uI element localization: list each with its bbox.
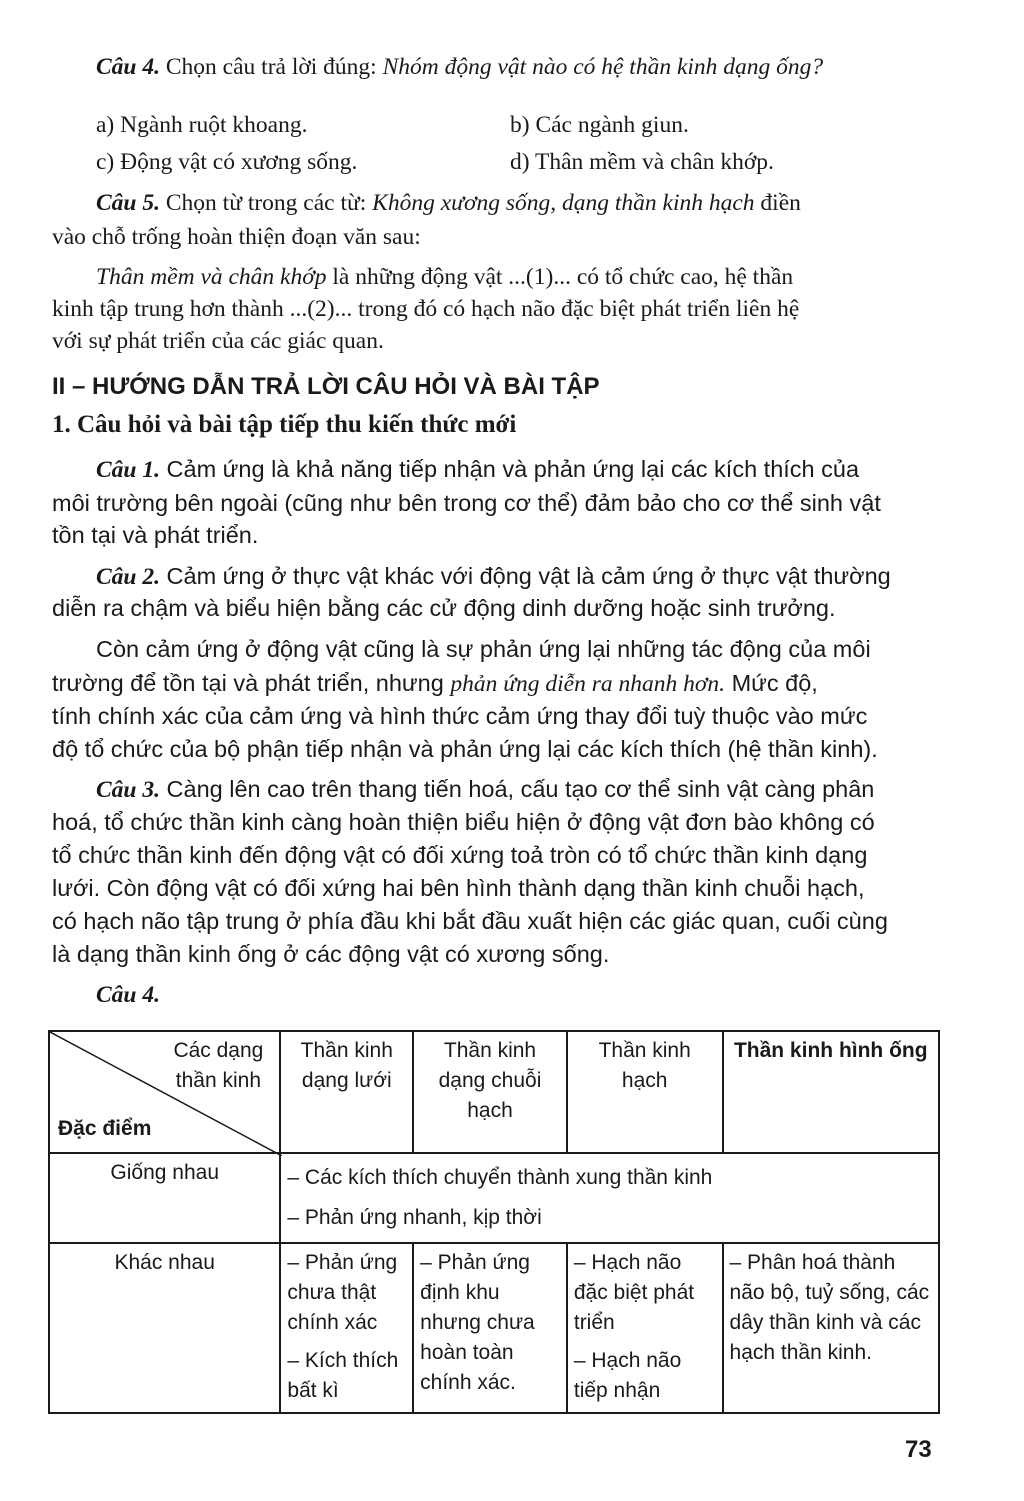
q5-line2: vào chỗ trống hoàn thiện đoạn văn sau: [52,224,421,250]
q5-paragraph-line3: với sự phát triển của các giác quan. [52,328,384,354]
q5-words: Không xương sống, dạng thần kinh hạch [372,190,755,216]
a1-line1 [96,454,859,485]
corner-bottom-label: Đặc điểm [58,1117,152,1140]
a3-line4: lưới. Còn động vật có đối xứng hai bên hình thành dạng thần kinh chuỗi hạch, [52,875,865,901]
difference-item: – Phản ứng định khu nhưng chưa hoàn toàn chính xác. [420,1251,535,1394]
a4-label: Câu 4. [96,982,160,1008]
q4-option-c: c) Động vật có xương sống. [96,149,358,175]
a2-l4i: phản ứng diễn ra nhanh hơn. [450,671,726,697]
corner-top-label: Các dạng thần kinh [173,1039,264,1092]
a3-line2: hoá, tổ chức thần kinh càng hoàn thiện biểu hiện ở động vật đơn bào không có [52,809,875,835]
q5-line1 [96,188,801,218]
q5-text2: điền [760,190,801,216]
q5-paragraph-line1 [96,262,793,292]
a3-line6: là dạng thần kinh ống ở các động vật có xương sống. [52,941,610,967]
difference-item: – Phân hoá thành não bộ, tuỷ sống, các dây thần kinh và các hạch thần kinh. [729,1251,930,1364]
a1-label: Câu 1. [96,457,160,483]
q4-option-b: b) Các ngành giun. [510,112,689,138]
section-heading: II – HƯỚNG DẪN TRẢ LỜI CÂU HỎI VÀ BÀI TẬP [52,373,600,400]
a3-line5: có hạch não tập trung ở phía đầu khi bắt đầu xuất hiện các giác quan, cuối cùng [52,908,888,934]
column-header: Thần kinh dạng lưới [280,1031,413,1153]
a2-line4 [52,668,818,699]
q5-p1: là những động vật ...(1)... có tổ chức cao, hệ thần [332,264,794,290]
a1-line3: tồn tại và phát triển. [52,522,259,548]
table-row-similarities [49,1153,939,1243]
q5-italic: Thân mềm và chân khớp [96,264,327,290]
q5-paragraph-line2: kinh tập trung hơn thành ...(2)... trong đó có hạch não đặc biệt phát triển liên hệ [52,296,800,322]
a1-line2: môi trường bên ngoài (cũng như bên trong cơ thể) đảm bảo cho cơ thể sinh vật [52,490,881,516]
q5-text1: Chọn từ trong các từ: [165,190,367,216]
similarities-cell [280,1153,939,1243]
a3-line1 [96,774,874,805]
a3-l1: Càng lên cao trên thang tiến hoá, cấu tạo cơ thể sinh vật càng phân [166,776,875,802]
difference-item: – Kích thích bất kì [287,1349,399,1402]
column-header: Thần kinh hình ống [723,1031,939,1153]
row-label: Giống nhau [49,1153,280,1243]
a2-l1: Cảm ứng ở thực vật khác với động vật là cảm ứng ở thực vật thường [166,563,891,589]
difference-cell [567,1243,723,1413]
table-corner-cell [49,1031,280,1153]
a2-line5: tính chính xác của cảm ứng và hình thức cảm ứng thay đổi tuỳ thuộc vào mức [52,703,868,729]
difference-cell [280,1243,413,1413]
difference-item: – Hạch não đặc biệt phát triển [573,1251,695,1334]
q4-question: Nhóm động vật nào có hệ thần kinh dạng ống? [382,54,824,80]
table-header-row [49,1031,939,1153]
a2-line3: Còn cảm ứng ở động vật cũng là sự phản ứng lại những tác động của môi [96,636,871,662]
q4-line [96,52,823,82]
difference-cell [413,1243,567,1413]
q4-option-a: a) Ngành ruột khoang. [96,112,308,138]
a3-line3: tổ chức thần kinh đến động vật có đối xứng toả tròn có tổ chức thần kinh dạng [52,842,868,868]
a1-l1: Cảm ứng là khả năng tiếp nhận và phản ứng lại các kích thích của [166,456,860,482]
similarity-item: – Phản ứng nhanh, kịp thời [287,1206,542,1229]
a2-line2: diễn ra chậm và biểu hiện bằng các cử động dinh dưỡng hoặc sinh trưởng. [52,595,836,621]
similarity-item: – Các kích thích chuyển thành xung thần kinh [287,1166,713,1189]
a3-label: Câu 3. [96,777,160,803]
q4-text: Chọn câu trả lời đúng: [165,54,377,80]
q4-label: Câu 4. [96,54,160,80]
a2-line6: độ tổ chức của bộ phận tiếp nhận và phản ứng lại các kích thích (hệ thần kinh). [52,736,878,762]
nervous-system-comparison-table [48,1030,940,1414]
difference-cell [723,1243,939,1413]
a2-label: Câu 2. [96,564,160,590]
q4-option-d: d) Thân mềm và chân khớp. [510,149,774,175]
a2-line1 [96,561,891,592]
a2-l4b: Mức độ, [731,670,818,696]
page-number: 73 [905,1436,932,1463]
a2-l4a: trường để tồn tại và phát triển, nhưng [52,670,444,696]
column-header: Thần kinh dạng chuỗi hạch [413,1031,567,1153]
row-label: Khác nhau [49,1243,280,1413]
column-header: Thần kinh hạch [567,1031,723,1153]
difference-item: – Hạch não tiếp nhận [573,1349,682,1402]
difference-item: – Phản ứng chưa thật chính xác [287,1251,398,1334]
section-subheading: 1. Câu hỏi và bài tập tiếp thu kiến thức mới [52,411,517,438]
q5-label: Câu 5. [96,190,160,216]
table-row-differences [49,1243,939,1413]
